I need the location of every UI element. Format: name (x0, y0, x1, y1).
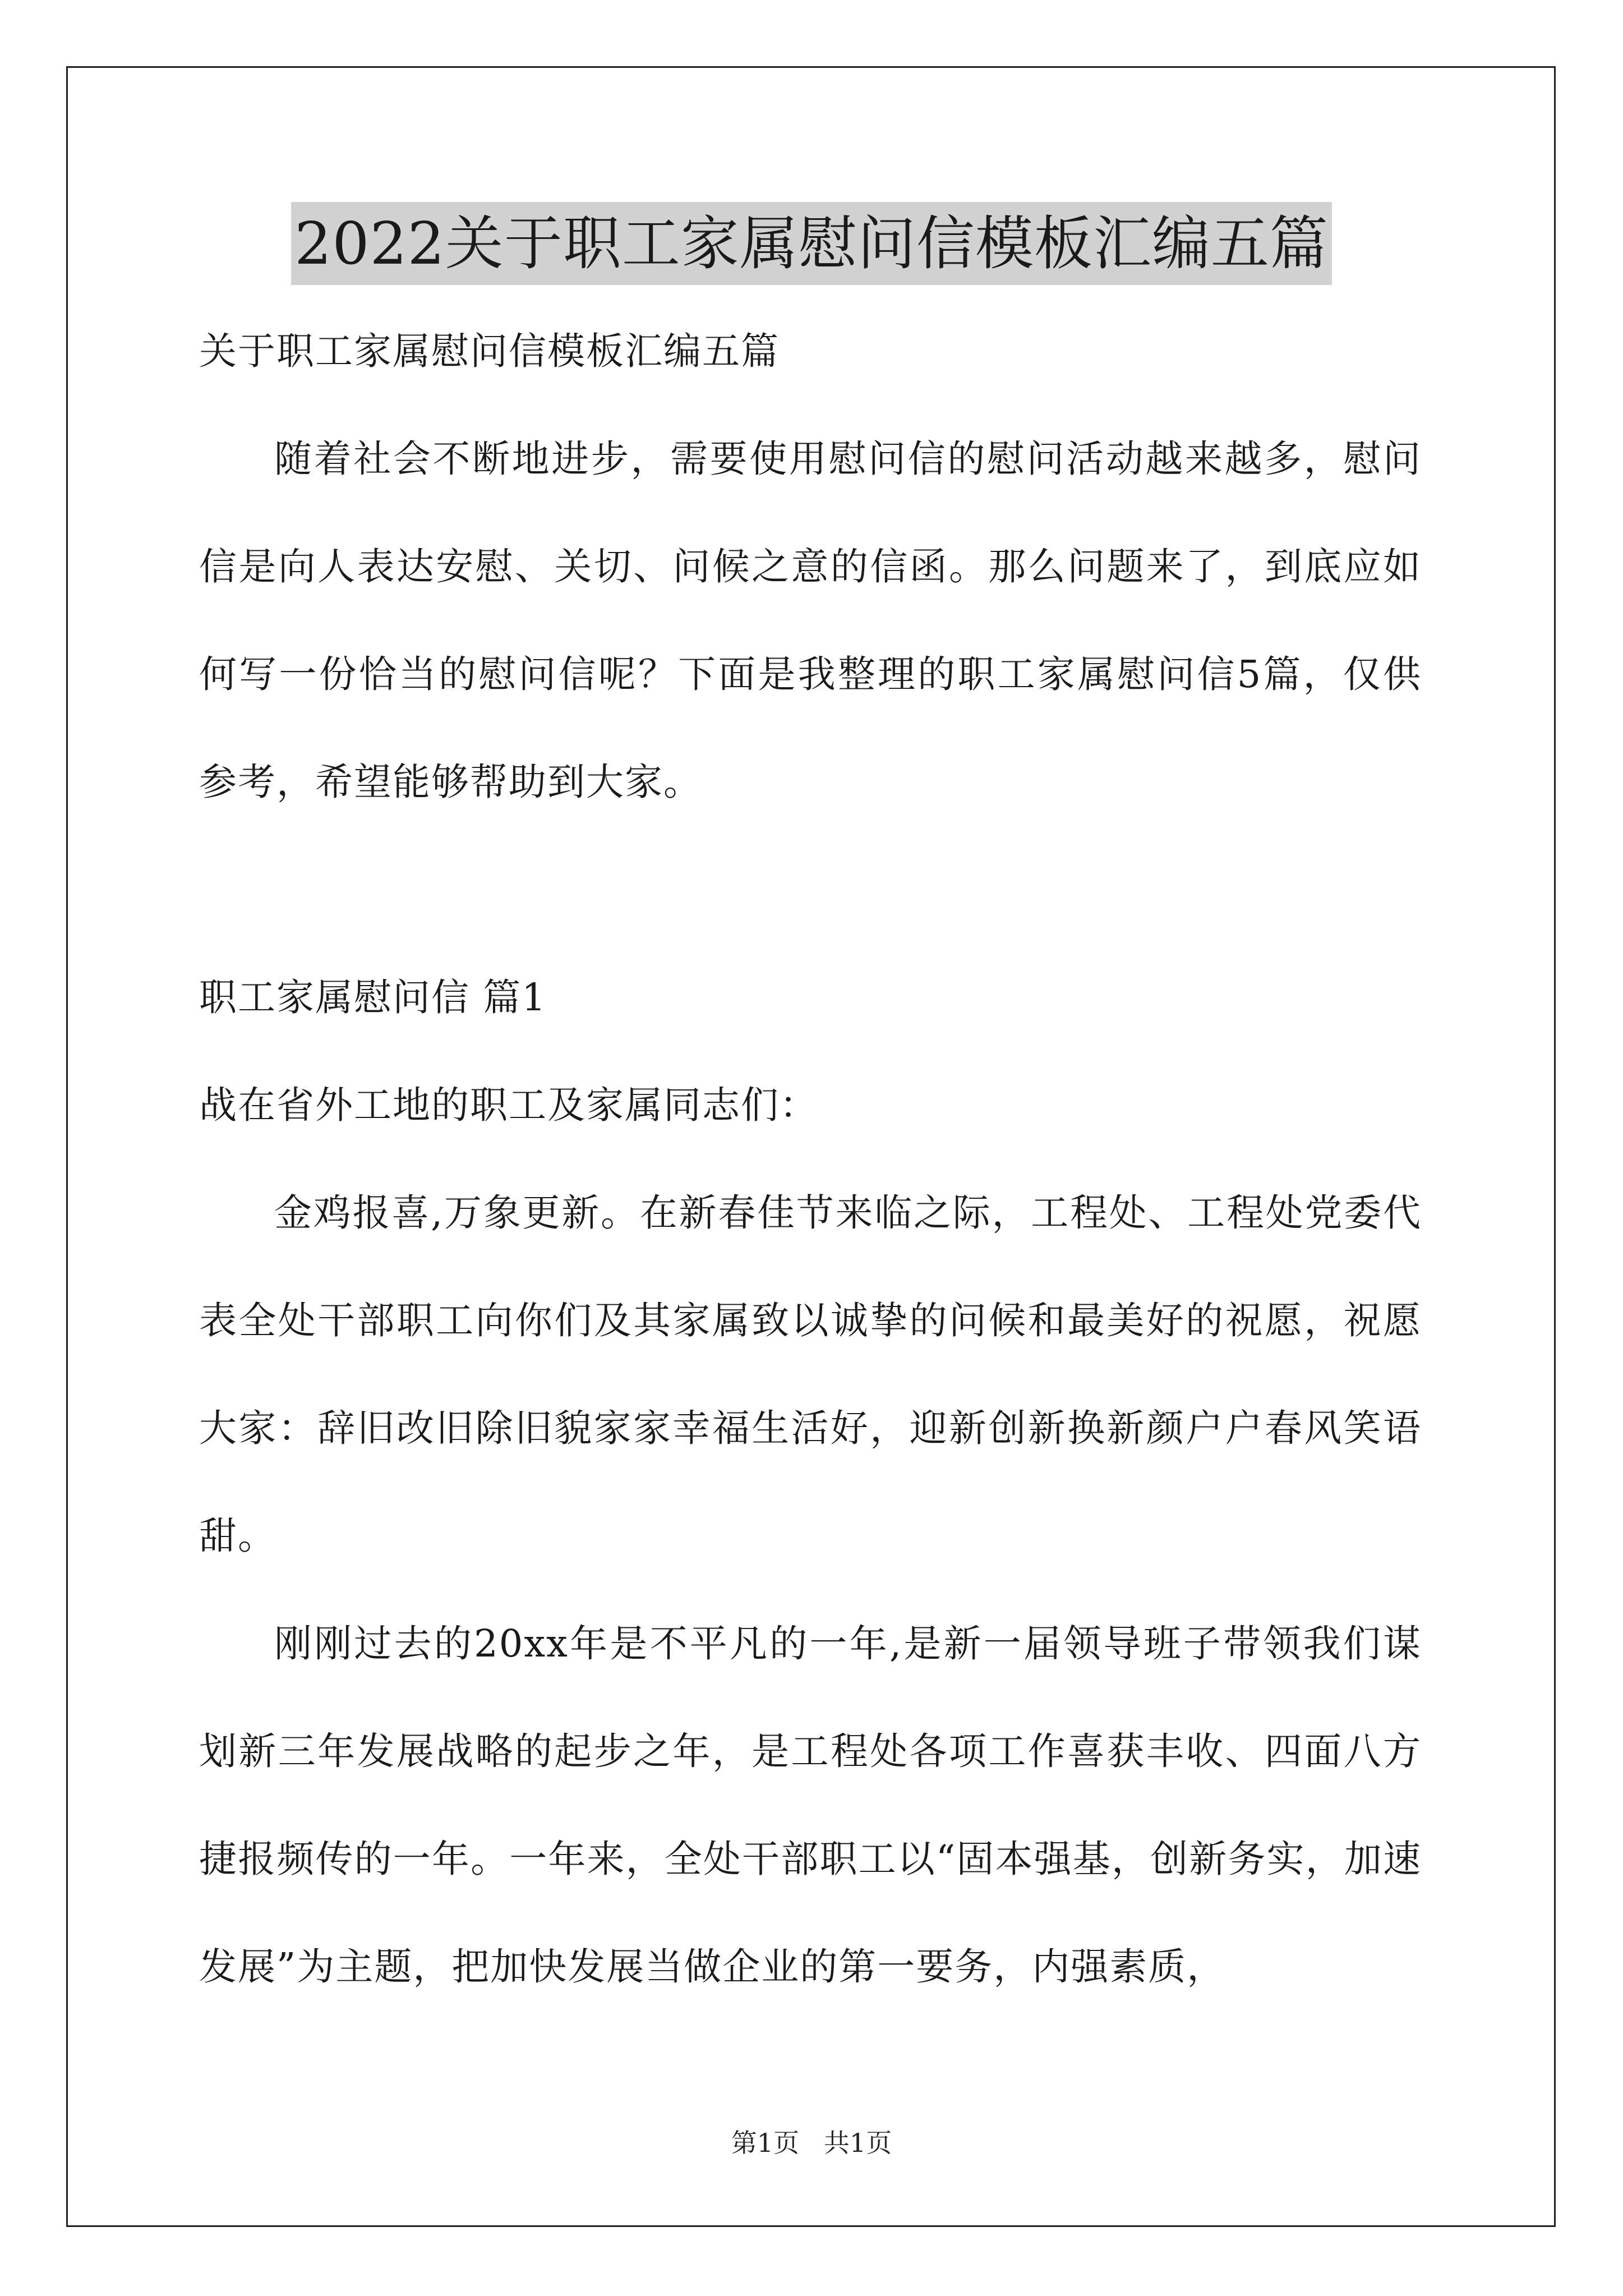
body-paragraph-1: 金鸡报喜,万象更新。在新春佳节来临之际，工程处、工程处党委代表全处干部职工向你们及其家属致以诚挚的问候和最美好的祝愿，祝愿大家：辞旧改旧除旧貌家家幸福生活好，迎新创新换新颜户户春风笑语甜。 (199, 1191, 1422, 1558)
intro-paragraph: 随着社会不断地进步，需要使用慰问信的慰问活动越来越多，慰问信是向人表达安慰、关切、问候之意的信函。那么问题来了，到底应如何写一份恰当的慰问信呢？下面是我整理的职工家属慰问信5篇，仅供参考，希望能够帮助到大家。 (199, 437, 1422, 804)
section-heading: 职工家属慰问信 篇1 (199, 976, 547, 1019)
document-body (199, 297, 1422, 2021)
page-footer: 第1页 共1页 (731, 2128, 892, 2158)
document-subtitle: 关于职工家属慰问信模板汇编五篇 (199, 329, 780, 373)
body-paragraph-2: 刚刚过去的20xx年是不平凡的一年,是新一届领导班子带领我们谋划新三年发展战略的起步之年，是工程处各项工作喜获丰收、四面八方捷报频传的一年。一年来，全处干部职工以“固本强基，创新务实，加速发展”为主题，把加快发展当做企业的第一要务，内强素质， (199, 1622, 1422, 1989)
title-container (0, 202, 1623, 285)
letter-salutation: 战在省外工地的职工及家属同志们： (199, 1083, 818, 1127)
document-title: 2022关于职工家属慰问信模板汇编五篇 (291, 202, 1332, 285)
